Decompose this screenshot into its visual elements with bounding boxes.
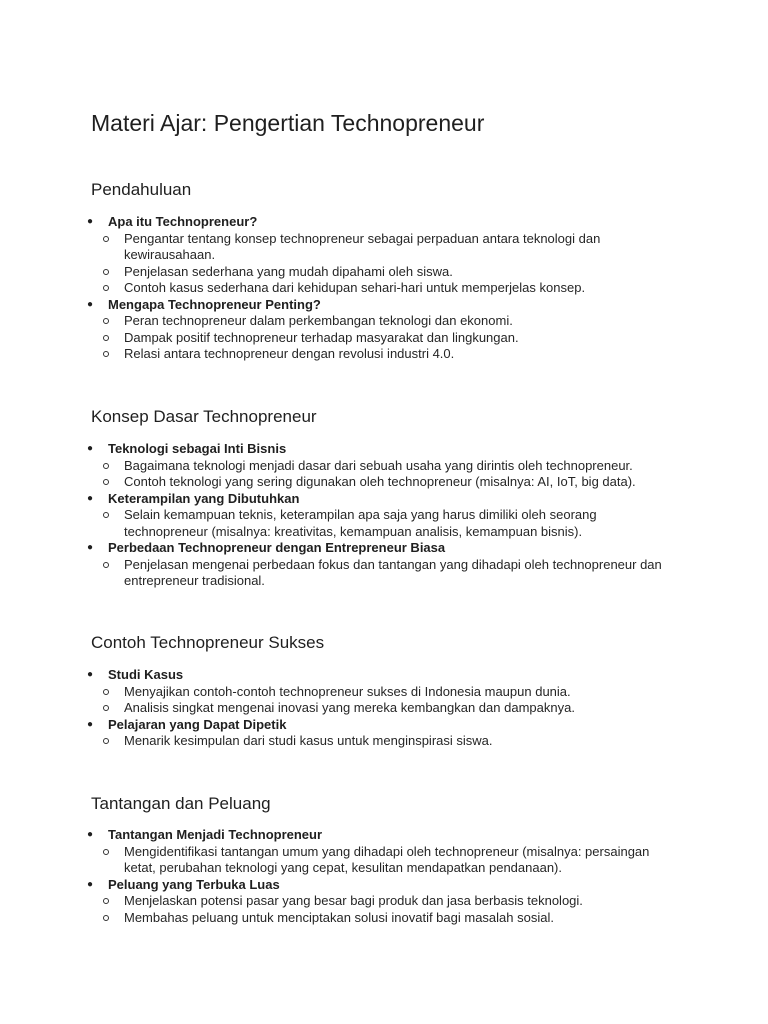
list-item [0,540,768,590]
circle-bullet-icon [103,463,109,469]
item-label: Pelajaran yang Dapat Dipetik [108,716,287,732]
item-label: Teknologi sebagai Inti Bisnis [108,441,287,456]
section-heading: Tantangan dan Peluang [91,794,271,813]
circle-bullet-icon [103,738,109,744]
circle-bullet-icon [103,562,109,568]
list-item [0,441,768,491]
sub-list-item: Menarik kesimpulan dari studi kasus untuk menginspirasi siswa. [0,733,768,750]
bullet-icon: ● [87,492,94,504]
circle-bullet-icon [103,351,109,357]
circle-bullet-icon [103,915,109,921]
sub-list-item: Pengantar tentang konsep technopreneur sebagai perpaduan antara teknologi dan kewirausahaan. [0,231,768,264]
sub-list [108,733,768,750]
item-label: Peluang yang Terbuka Luas [108,876,280,892]
list-item [0,667,768,717]
circle-bullet-icon [103,236,109,242]
sub-list-item: Penjelasan sederhana yang mudah dipahami oleh siswa. [0,264,768,281]
bullet-list [0,827,768,926]
circle-bullet-icon [103,318,109,324]
sub-list-item: Menjelaskan potensi pasar yang besar bagi produk dan jasa berbasis teknologi. [0,893,768,910]
sub-list-item: Contoh teknologi yang sering digunakan oleh technopreneur (misalnya: AI, IoT, big data). [0,474,768,491]
section-heading: Contoh Technopreneur Sukses [91,633,325,652]
sub-list-item: Bagaimana teknologi menjadi dasar dari sebuah usaha yang dirintis oleh technopreneur. [0,458,768,475]
bullet-icon: ● [87,718,94,730]
list-item [0,717,768,750]
circle-bullet-icon [103,898,109,904]
bullet-icon: ● [87,443,94,454]
bullet-list [0,667,768,750]
sub-list-item: Membahas peluang untuk menciptakan solusi inovatif bagi masalah sosial. [0,910,768,927]
bullet-icon: ● [87,878,94,890]
sub-list [108,893,768,926]
list-item [0,827,768,877]
sub-list-item: Contoh kasus sederhana dari kehidupan sehari-hari untuk memperjelas konsep. [0,280,768,297]
item-label: Keterampilan yang Dibutuhkan [108,490,300,506]
sub-list-item: Peran technopreneur dalam perkembangan teknologi dan ekonomi. [0,313,768,330]
item-label: Tantangan Menjadi Technopreneur [108,827,323,842]
circle-bullet-icon [103,705,109,711]
document-title: Materi Ajar: Pengertian Technopreneur [91,110,485,136]
sub-list-item: Menyajikan contoh-contoh technopreneur sukses di Indonesia maupun dunia. [0,684,768,701]
item-label: Perbedaan Technopreneur dengan Entrepreneur Biasa [108,540,446,555]
bullet-icon: ● [87,216,94,227]
circle-bullet-icon [103,689,109,695]
sub-list-item: Analisis singkat mengenai inovasi yang mereka kembangkan dan dampaknya. [0,700,768,717]
section-heading: Konsep Dasar Technopreneur [91,407,317,426]
circle-bullet-icon [103,335,109,341]
bullet-list [0,441,768,590]
bullet-list [0,214,768,363]
circle-bullet-icon [103,479,109,485]
sub-list [108,231,768,297]
item-label: Studi Kasus [108,667,184,682]
circle-bullet-icon [103,849,109,855]
sub-list [108,844,768,877]
item-label: Apa itu Technopreneur? [108,214,258,229]
sub-list-item: Dampak positif technopreneur terhadap masyarakat dan lingkungan. [0,330,768,347]
circle-bullet-icon [103,269,109,275]
circle-bullet-icon [103,512,109,518]
sub-list-item: Selain kemampuan teknis, keterampilan apa saja yang harus dimiliki oleh seorang technopreneur (misalnya: kreativitas, kemampuan analisis, kemampuan bisnis). [0,507,768,540]
list-item [0,297,768,363]
sub-list [108,313,768,363]
circle-bullet-icon [103,285,109,291]
item-label: Mengapa Technopreneur Penting? [108,296,321,312]
sub-list-item: Penjelasan mengenai perbedaan fokus dan tantangan yang dihadapi oleh technopreneur dan entrepreneur tradisional. [0,557,768,590]
sub-list-item: Mengidentifikasi tantangan umum yang dihadapi oleh technopreneur (misalnya: persaingan ketat, perubahan teknologi yang cepat, kesulitan mendapatkan pendanaan). [0,844,768,877]
bullet-icon: ● [87,829,94,840]
bullet-icon: ● [87,542,94,553]
section-heading: Pendahuluan [91,180,192,199]
list-item [0,214,768,297]
list-item [0,877,768,927]
list-item [0,491,768,541]
sub-list [108,458,768,491]
bullet-icon: ● [87,298,94,310]
sub-list-item: Relasi antara technopreneur dengan revolusi industri 4.0. [0,346,768,363]
bullet-icon: ● [87,669,94,680]
sub-list [108,557,768,590]
sub-list [108,507,768,540]
sub-list [108,684,768,717]
